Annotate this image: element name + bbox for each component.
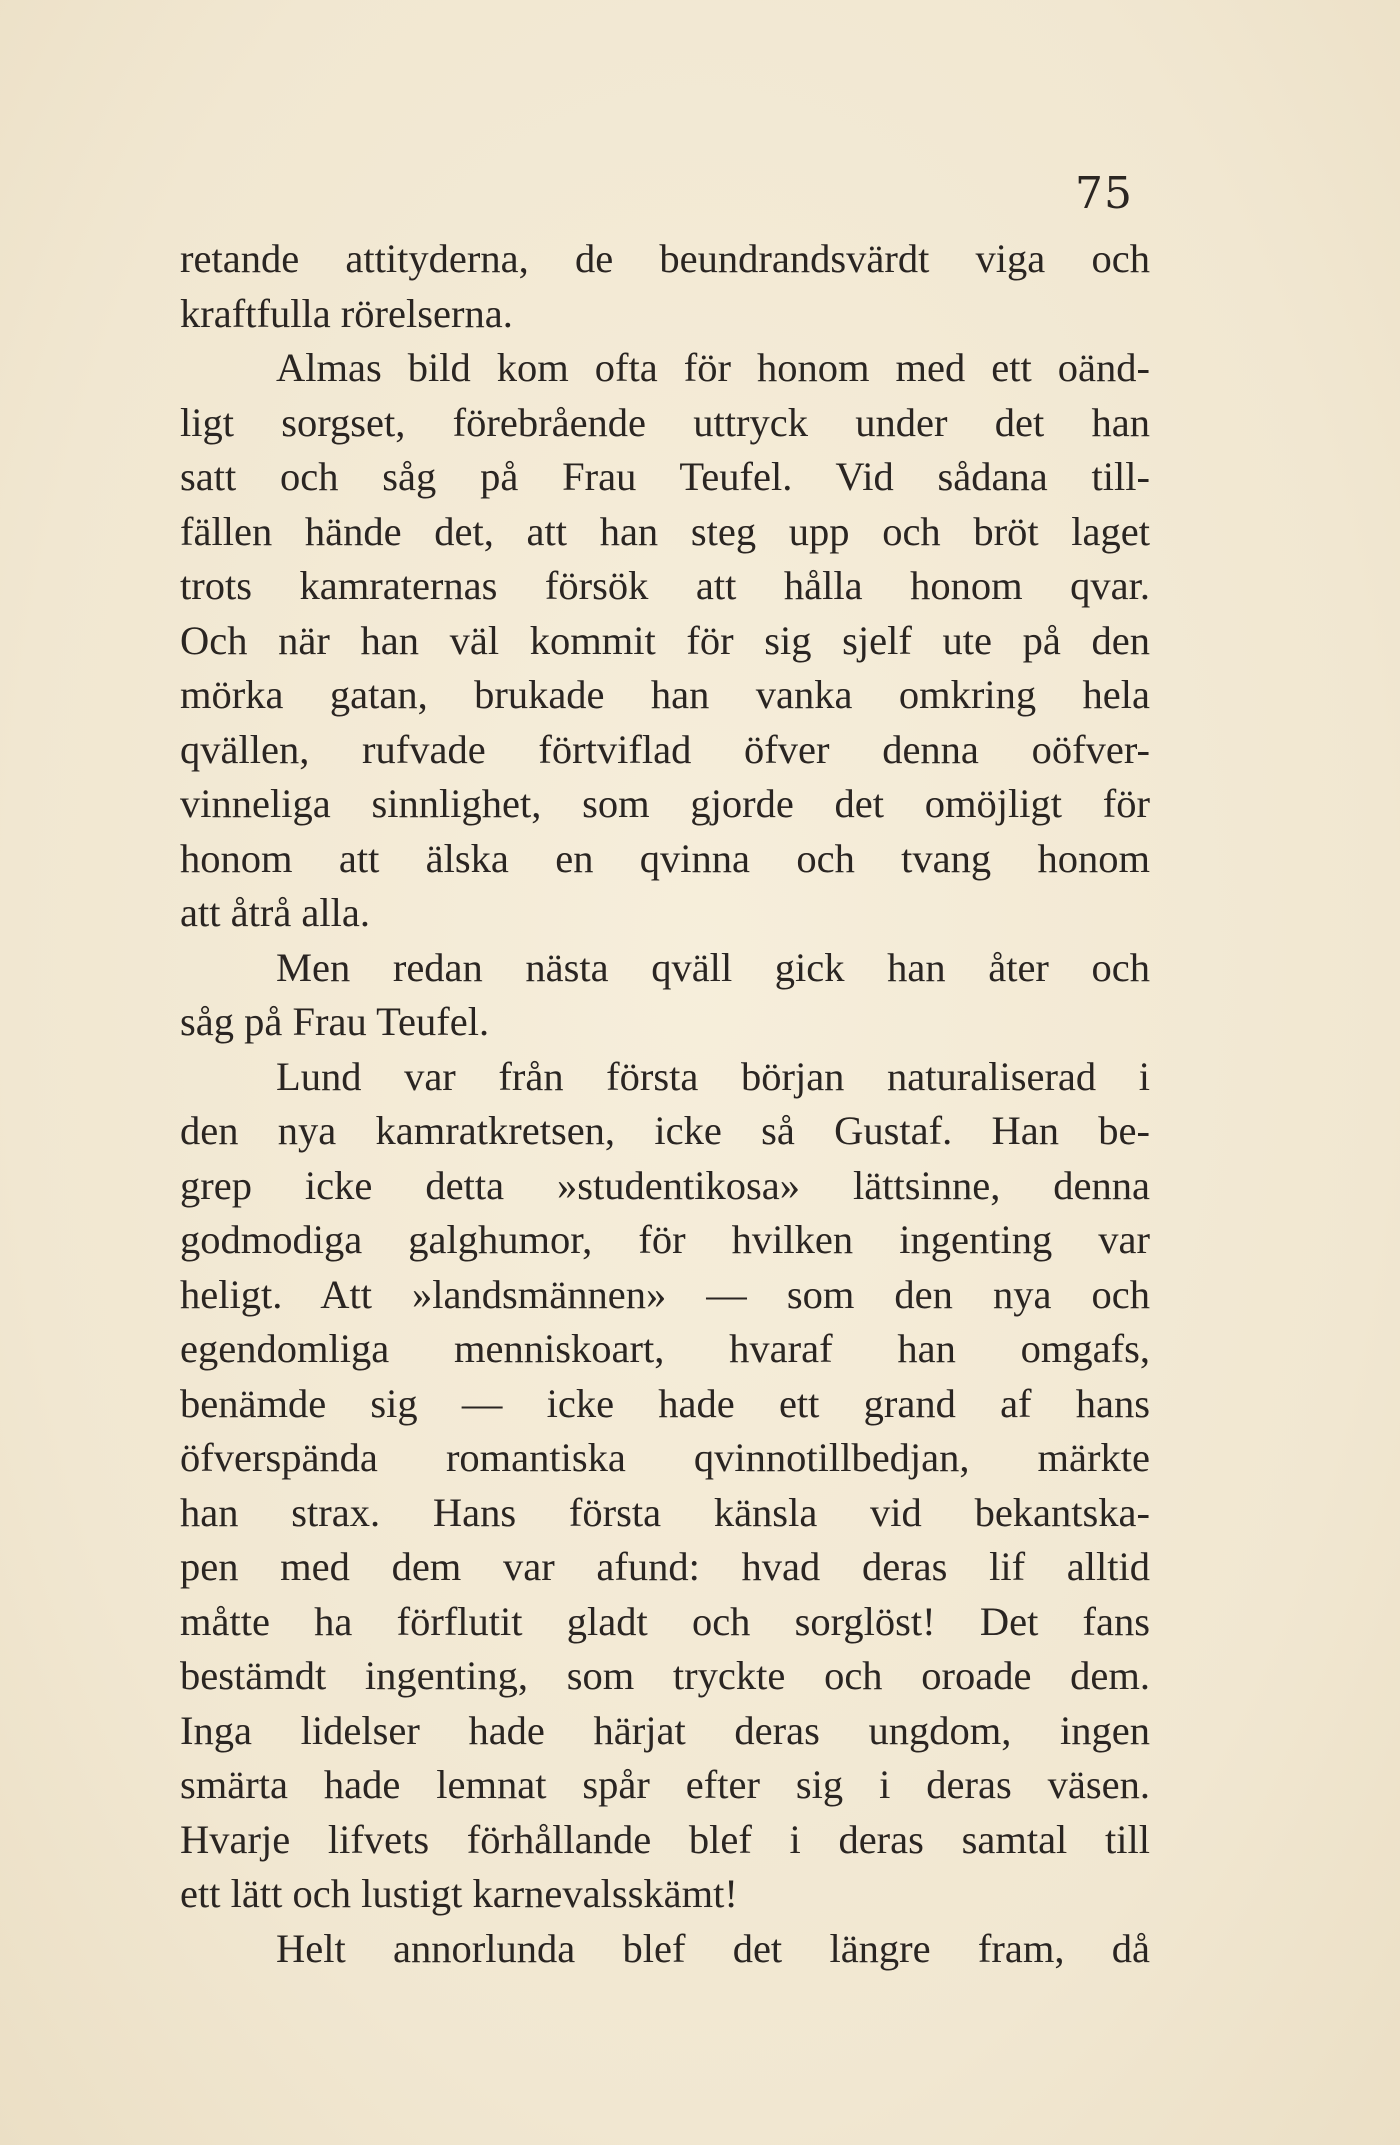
text-line: smärta hade lemnat spår efter sig i deras väsen. (180, 1762, 1150, 1807)
text-line: Lund var från första början naturaliserad i (276, 1053, 1150, 1099)
text-line: såg på Frau Teufel. (180, 999, 490, 1044)
text-line: ett lätt och lustigt karnevalsskämt! (180, 1871, 738, 1916)
text-line: benämde sig — icke hade ett grand af hans (180, 1380, 1150, 1426)
text-line: retande attityderna, de beundrandsvärdt viga och (180, 236, 1150, 281)
text-line: bestämdt ingenting, som tryckte och oroade dem. (180, 1653, 1150, 1698)
text-line: mörka gatan, brukade han vanka omkring hela (180, 672, 1150, 717)
body-text (180, 232, 1150, 1976)
text-line: egendomliga menniskoart, hvaraf han omgafs, (180, 1326, 1150, 1371)
text-line: honom att älska en qvinna och tvang honom (180, 835, 1150, 881)
text-line: Almas bild kom ofta för honom med ett oänd- (276, 345, 1150, 390)
text-line: godmodiga galghumor, för hvilken ingenting var (180, 1217, 1150, 1262)
text-line: grep icke detta »studentikosa» lättsinne, denna (180, 1162, 1150, 1208)
text-line: att åtrå alla. (180, 890, 371, 935)
text-line: Men redan nästa qväll gick han åter och (276, 944, 1150, 990)
text-line: ligt sorgset, förebrående uttryck under det han (180, 399, 1150, 445)
text-line: Inga lidelser hade härjat deras ungdom, ingen (180, 1707, 1150, 1753)
text-line: vinneliga sinnlighet, som gjorde det omöjligt för (180, 781, 1150, 826)
text-line: Och när han väl kommit för sig sjelf ute på den (180, 617, 1150, 663)
text-line: trots kamraternas försök att hålla honom qvar. (180, 563, 1150, 608)
page-number: 75 (1075, 168, 1133, 219)
text-line: pen med dem var afund: hvad deras lif alltid (180, 1544, 1150, 1589)
text-line: han strax. Hans första känsla vid bekantska- (180, 1489, 1150, 1535)
text-line: Hvarje lifvets förhållande blef i deras samtal till (180, 1816, 1150, 1862)
text-line: fällen hände det, att han steg upp och bröt laget (180, 508, 1150, 554)
text-line: måtte ha förflutit gladt och sorglöst! Det fans (180, 1598, 1150, 1644)
text-line: öfverspända romantiska qvinnotillbedjan, märkte (180, 1435, 1150, 1480)
text-line: qvällen, rufvade förtviflad öfver denna oöfver- (180, 726, 1150, 772)
text-line: satt och såg på Frau Teufel. Vid sådana till- (180, 454, 1150, 499)
text-line: Helt annorlunda blef det längre fram, då (276, 1925, 1150, 1971)
text-line: kraftfulla rörelserna. (180, 290, 513, 336)
text-line: heligt. Att »landsmännen» — som den nya och (180, 1271, 1150, 1317)
text-line: den nya kamratkretsen, icke så Gustaf. Han be- (180, 1108, 1150, 1153)
